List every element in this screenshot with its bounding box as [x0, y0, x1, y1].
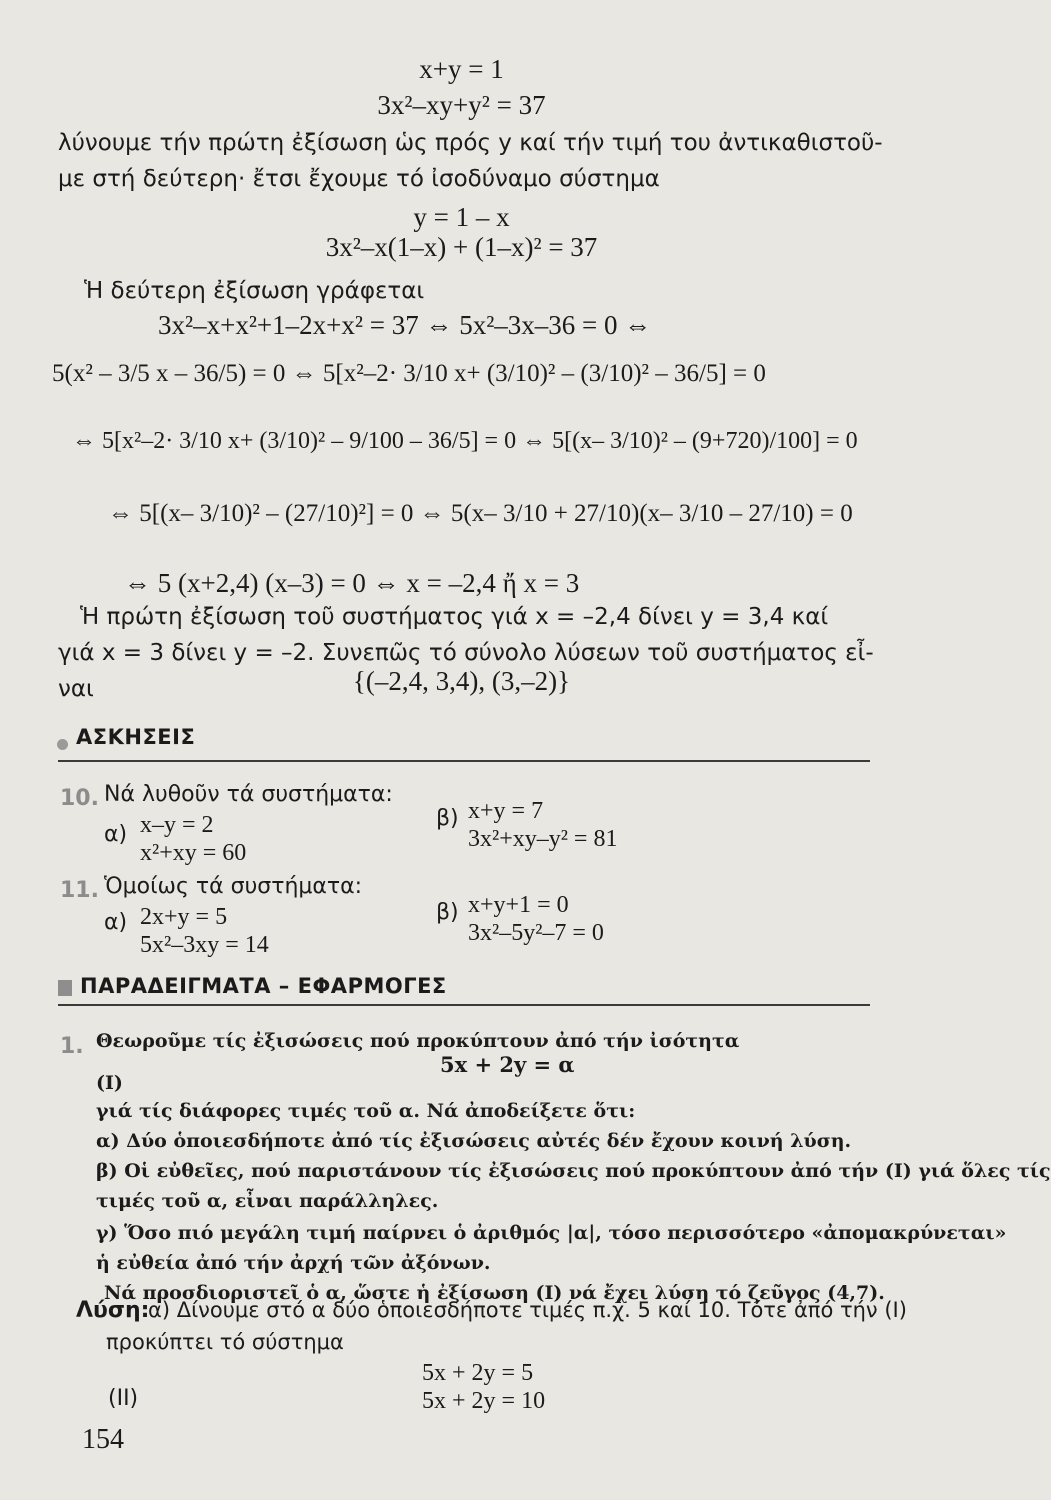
exercise-equation: 3x²+xy–y² = 81	[468, 826, 618, 852]
exercise-equation: 3x²–5y²–7 = 0	[468, 920, 604, 946]
equation-label: (I)	[96, 1072, 123, 1094]
equation-line: ⇔ 5 (x+2,4) (x–3) = 0 ⇔ x = –2,4 ἤ x = 3	[124, 568, 580, 598]
system-equation: 5x + 2y = 5	[422, 1360, 534, 1386]
exercise-label: β)	[436, 806, 459, 831]
text-line: λύνουμε τήν πρώτη ἐξίσωση ὡς πρός y καί τήν τιμή του ἀντικαθιστοῦ-	[58, 130, 883, 156]
exercise-label: α)	[104, 910, 128, 935]
equation-line: 3x²–x+x²+1–2x+x² = 37 ⇔ 5x²–3x–36 = 0 ⇔	[158, 310, 652, 340]
example-text: Νά προσδιοριστεῖ ὁ α, ὥστε ἡ ἐξίσωση (I) νά ἔχει λύση τό ζεῦγος (4,7).	[104, 1282, 885, 1304]
system-equation: 5x + 2y = 10	[422, 1388, 546, 1414]
text-line: Ἡ πρώτη ἐξίσωση τοῦ συστήματος γιά x = –2,4 δίνει y = 3,4 καί	[80, 604, 829, 630]
text-line: ναι	[58, 676, 94, 702]
example-text: γιά τίς διάφορες τιμές τοῦ α. Νά ἀποδείξετε ὅτι:	[96, 1100, 636, 1122]
example-number: 1.	[60, 1034, 84, 1059]
equation-line: x+y = 1	[419, 54, 504, 84]
exercise-equation: x²+xy = 60	[140, 840, 247, 866]
equation-line: 5(x² – 3/5 x – 36/5) = 0 ⇔ 5[x²–2· 3/10 x+ (3/10)² – (3/10)² – 36/5] = 0	[52, 360, 766, 387]
exercise-equation: x+y+1 = 0	[468, 892, 569, 918]
exercise-text: Νά λυθοῦν τά συστήματα:	[104, 782, 393, 807]
equation-line: y = 1 – x	[413, 202, 510, 232]
example-text: ἡ εὐθεία ἀπό τήν ἀρχή τῶν ἀξόνων.	[96, 1252, 491, 1274]
example-text: τιμές τοῦ α, εἶναι παράλληλες.	[96, 1190, 439, 1212]
page-number: 154	[82, 1424, 124, 1455]
exercise-number: 10.	[60, 786, 99, 811]
equation-I: 5x + 2y = α	[440, 1052, 575, 1077]
example-text: γ) Ὅσο πιό μεγάλη τιμή παίρνει ὁ ἀριθμός |α|, τόσο περισσότερο «ἀπομακρύνεται»	[96, 1222, 1007, 1244]
text-line: γιά x = 3 δίνει y = –2. Συνεπῶς τό σύνολο λύσεων τοῦ συστήματος εἶ-	[58, 640, 874, 666]
equation-label: (II)	[108, 1386, 139, 1411]
bullet-icon	[57, 739, 68, 750]
example-text: β) Οἱ εὐθεῖες, πού παριστάνουν τίς ἐξισώσεις πού προκύπτουν ἀπό τήν (I) γιά ὅλες τίς	[96, 1160, 1051, 1182]
exercise-number: 11.	[60, 878, 99, 903]
solution-text: α) Δίνουμε στό α δύο ὁποιεσδήποτε τιμές π.χ. 5 καί 10. Τότε ἀπό τήν (I)	[148, 1298, 907, 1322]
section-square-icon	[58, 980, 72, 996]
section-divider	[58, 1004, 870, 1006]
exercise-equation: 2x+y = 5	[140, 904, 228, 930]
section-heading: ΑΣΚΗΣΕΙΣ	[76, 725, 196, 749]
equation-line: ⇔ 5[(x– 3/10)² – (27/10)²] = 0 ⇔ 5(x– 3/10 + 27/10)(x– 3/10 – 27/10) = 0	[108, 500, 853, 527]
exercise-text: Ὁμοίως τά συστήματα:	[104, 874, 363, 899]
exercise-equation: 5x²–3xy = 14	[140, 932, 269, 958]
section-divider	[58, 760, 870, 762]
solution-text: προκύπτει τό σύστημα	[106, 1330, 344, 1354]
exercise-equation: x–y = 2	[140, 812, 214, 838]
text-line: με στή δεύτερη· ἔτσι ἔχουμε τό ἰσοδύναμο σύστημα	[58, 166, 660, 192]
text-line: Ἡ δεύτερη ἐξίσωση γράφεται	[84, 278, 425, 304]
solution-label: Λύση:	[76, 1298, 150, 1323]
example-intro: Θεωροῦμε τίς ἐξισώσεις πού προκύπτουν ἀπό τήν ἰσότητα	[96, 1030, 740, 1052]
solution-set: {(–2,4, 3,4), (3,–2)}	[352, 666, 571, 696]
equation-line: 3x²–x(1–x) + (1–x)² = 37	[325, 232, 598, 262]
equation-line: ⇔ 5[x²–2· 3/10 x+ (3/10)² – 9/100 – 36/5] = 0 ⇔ 5[(x– 3/10)² – (9+720)/100] = 0	[72, 428, 858, 454]
exercise-label: β)	[436, 900, 459, 925]
exercise-equation: x+y = 7	[468, 798, 544, 824]
equation-line: 3x²–xy+y² = 37	[377, 90, 546, 120]
section-heading: ΠΑΡΑΔΕΙΓΜΑΤΑ – ΕΦΑΡΜΟΓΕΣ	[80, 974, 447, 998]
example-text: α) Δύο ὁποιεσδήποτε ἀπό τίς ἐξισώσεις αὐτές δέν ἔχουν κοινή λύση.	[96, 1130, 852, 1152]
exercise-label: α)	[104, 822, 128, 847]
